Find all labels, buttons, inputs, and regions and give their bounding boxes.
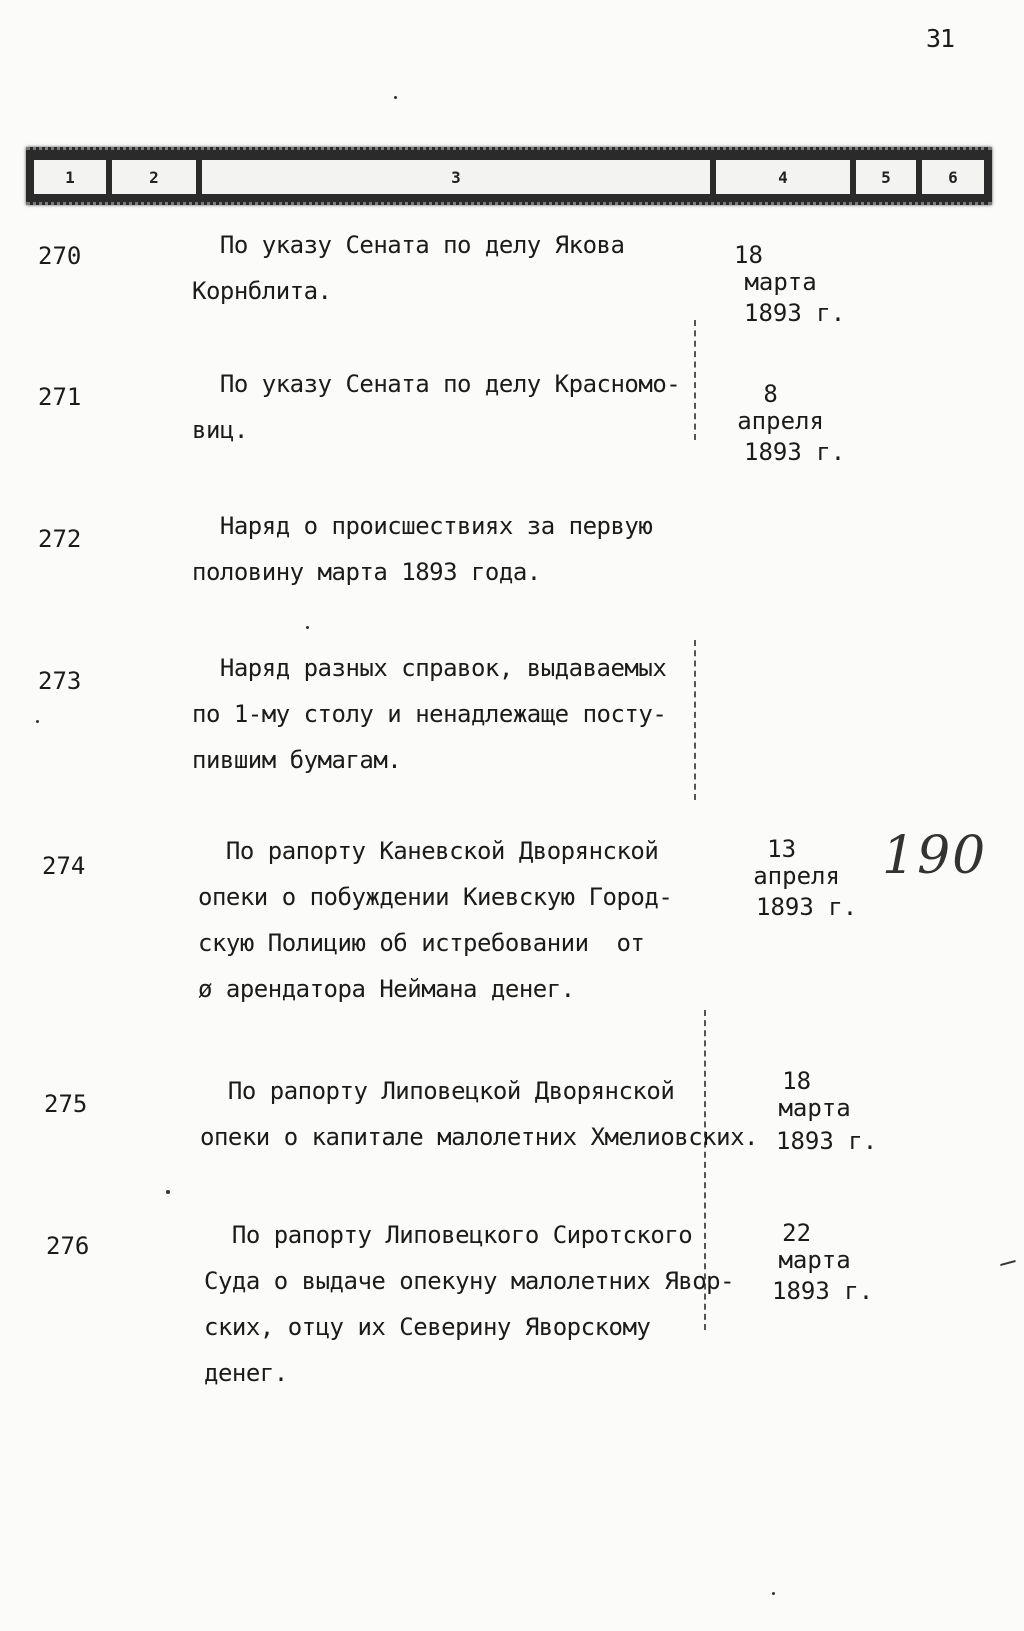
date-month: апреля	[737, 407, 824, 435]
entry-number: 276	[46, 1232, 90, 1260]
column-header-1: 1	[34, 160, 106, 194]
entry-number: 270	[38, 242, 82, 270]
scan-speck	[394, 96, 397, 99]
scan-speck	[36, 720, 39, 723]
date-month: апреля	[753, 862, 840, 890]
date-day: 13	[767, 835, 797, 863]
entry-date	[736, 836, 857, 921]
desc-line: виц.	[192, 416, 248, 444]
column-header-3: 3	[202, 160, 710, 194]
desc-line: половину марта 1893 года.	[192, 558, 541, 586]
entry-description	[192, 645, 712, 783]
entry-date	[756, 1220, 873, 1305]
entry-number: 272	[38, 525, 82, 553]
date-month: марта	[778, 1246, 851, 1274]
entry-date	[716, 242, 845, 327]
date-day: 18	[734, 241, 763, 269]
entry-description	[200, 1068, 760, 1160]
scan-speck	[1000, 1260, 1016, 1266]
handwritten-margin-note: 190	[882, 826, 988, 886]
column-header-band	[26, 147, 992, 205]
desc-line: скую Полицию об истребовании от	[198, 929, 645, 957]
desc-line: опеки о капитале малолетних Хмелиовских.	[200, 1123, 758, 1151]
desc-line: по 1-му столу и ненадлежаще посту-	[192, 700, 667, 728]
desc-line: По указу Сената по делу Якова	[192, 231, 625, 259]
desc-line: По рапорту Каневской Дворянской	[198, 837, 659, 865]
entry-description	[192, 503, 712, 595]
column-header-2: 2	[112, 160, 196, 194]
scan-speck	[166, 1190, 170, 1194]
date-year: 1893 г.	[772, 1277, 874, 1305]
entry-description	[204, 1212, 744, 1396]
desc-line: По рапорту Липовецкого Сиротского	[204, 1221, 693, 1249]
desc-line: пившим бумагам.	[192, 746, 402, 774]
entry-date	[716, 381, 845, 466]
scan-speck	[772, 1592, 775, 1595]
desc-line: опеки о побуждении Киевскую Город-	[198, 883, 673, 911]
entry-description	[192, 222, 712, 314]
desc-line: По рапорту Липовецкой Дворянской	[200, 1077, 675, 1105]
desc-line: По указу Сената по делу Красномо-	[192, 370, 681, 398]
entry-number: 275	[44, 1090, 88, 1118]
desc-line: Наряд разных справок, выдаваемых	[192, 654, 667, 682]
entry-description	[198, 828, 718, 1012]
desc-line: ø арендатора Неймана денег.	[198, 975, 575, 1003]
entry-number: 273	[38, 667, 82, 695]
date-year: 1893 г.	[756, 893, 858, 921]
column-header-4: 4	[716, 160, 850, 194]
date-month: марта	[744, 268, 817, 296]
entry-number: 271	[38, 383, 82, 411]
desc-line: денег.	[204, 1359, 288, 1387]
scan-speck	[306, 626, 309, 629]
page-number: 31	[926, 24, 955, 53]
entry-description	[192, 361, 712, 453]
desc-line: Наряд о происшествиях за первую	[192, 512, 653, 540]
date-month: марта	[778, 1094, 851, 1122]
desc-line: ских, отцу их Северину Яворскому	[204, 1313, 651, 1341]
column-header-6: 6	[922, 160, 984, 194]
date-year: 1893 г.	[744, 438, 846, 466]
date-day: 18	[782, 1067, 812, 1095]
desc-line: Корнблита.	[192, 277, 332, 305]
column-header-5: 5	[856, 160, 916, 194]
entry-number: 274	[42, 852, 86, 880]
date-day: 22	[782, 1219, 812, 1247]
entry-date	[752, 1068, 877, 1155]
date-year: 1893 г.	[744, 299, 846, 327]
desc-line: Суда о выдаче опекуну малолетних Явор-	[204, 1267, 735, 1295]
date-day: 8	[763, 380, 778, 408]
date-year: 1893 г.	[776, 1127, 878, 1155]
